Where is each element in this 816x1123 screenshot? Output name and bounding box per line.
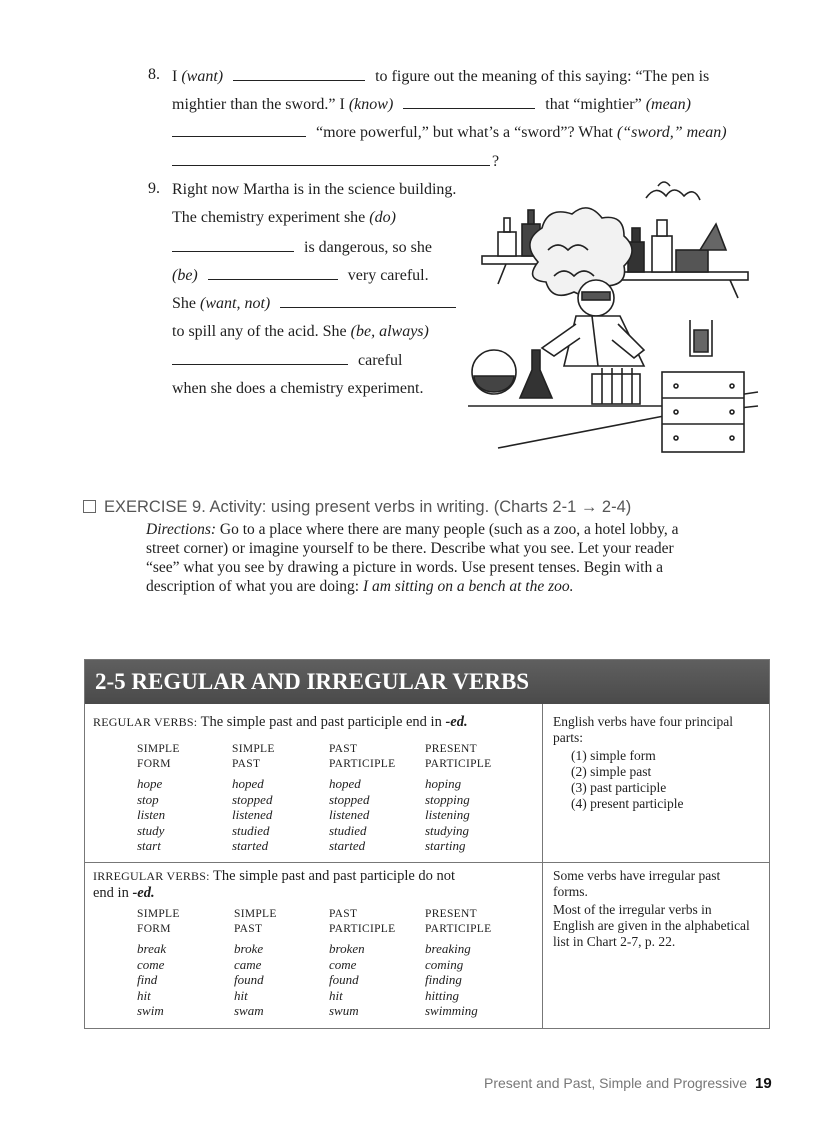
q8-line-3 (172, 122, 727, 143)
q8-text: I (172, 68, 178, 85)
principal-part: (2) simple past (571, 764, 652, 779)
regular-verbs-label (93, 714, 468, 731)
q9-line-5 (172, 293, 462, 314)
directions-text: Go to a place where there are many people (such as a zoo, a hotel lobby, a (219, 521, 679, 538)
q9-cue-do: (do) (369, 209, 396, 226)
exercise-checkbox[interactable] (83, 500, 96, 513)
chemistry-illustration (468, 180, 768, 465)
q8-line-2 (172, 94, 691, 115)
q8-question-mark: ? (492, 153, 500, 170)
directions-text: description of what you are doing: (146, 578, 360, 595)
q9-line-8: when she does a chemistry experiment. (172, 380, 424, 397)
regular-header-past-participle: PAST PARTICIPLE (329, 743, 396, 770)
page-footer (484, 1075, 772, 1092)
q8-cue-sword-mean: (“sword,” mean) (616, 124, 727, 141)
q9-line-4 (172, 265, 429, 286)
irregular-col-simple-past: broke came found hit swam (234, 941, 264, 1019)
directions-line-4 (146, 577, 756, 596)
q8-blank-2[interactable] (403, 94, 535, 109)
irregular-header-present-participle: PRESENT PARTICIPLE (425, 908, 492, 935)
irregular-text-2: end in (93, 885, 129, 901)
exercise-9-title: EXERCISE 9. Activity: using present verbs in writing. (Charts 2-1 → 2-4) (104, 498, 632, 516)
directions-line-1 (146, 520, 756, 539)
q9-blank-2[interactable] (208, 265, 338, 280)
q9-line-1: Right now Martha is in the science building. (172, 181, 457, 198)
chart-column-divider (542, 704, 543, 1028)
irregular-notes-p1: Some verbs have irregular past forms. (553, 868, 721, 899)
q9-line-7 (172, 350, 402, 371)
regular-header-present-participle: PRESENT PARTICIPLE (425, 743, 492, 770)
exercise-9-heading (83, 498, 631, 517)
q9-cue-be: (be) (172, 267, 198, 284)
q9-line-2 (172, 208, 396, 228)
regular-notes-intro: English verbs have four principal parts: (553, 714, 733, 745)
q8-line-4 (172, 151, 499, 172)
q8-text: mightier than the sword.” I (172, 96, 345, 113)
chart-row-divider (85, 862, 769, 863)
regular-col-present-participle: hoping stopping listening studying starting (425, 776, 470, 854)
q9-text: She (172, 295, 196, 312)
page-number: 19 (755, 1075, 772, 1092)
regular-ending: -ed. (445, 714, 468, 730)
irregular-col-present-participle: breaking coming finding hitting swimming (425, 941, 478, 1019)
principal-part: (3) past participle (571, 780, 667, 795)
regular-notes (553, 714, 753, 812)
irregular-label: IRREGULAR VERBS: (93, 869, 210, 883)
regular-text: The simple past and past participle end in (200, 714, 442, 730)
q9-line-3 (172, 237, 432, 258)
directions-example: I am sitting on a bench at the zoo. (362, 578, 574, 595)
q8-text: that “mightier” (545, 96, 642, 113)
principal-part: (1) simple form (571, 748, 656, 763)
q9-number: 9. (148, 180, 160, 197)
regular-col-simple-form: hope stop listen study start (137, 776, 166, 854)
q8-blank-1[interactable] (233, 66, 365, 81)
q8-number: 8. (148, 66, 160, 83)
regular-label: REGULAR VERBS: (93, 715, 198, 729)
q9-text: to spill any of the acid. She (172, 323, 347, 340)
exercise-9-directions (146, 520, 756, 596)
q9-blank-4[interactable] (172, 350, 348, 365)
directions-line-3: “see” what you see by drawing a picture in words. Use present tenses. Begin with a (146, 559, 663, 576)
q9-blank-1[interactable] (172, 237, 294, 252)
q8-cue-know: (know) (348, 96, 394, 113)
q8-blank-3[interactable] (172, 122, 306, 137)
q9-line-6 (172, 322, 429, 342)
q8-text: to figure out the meaning of this saying: “The pen is (375, 68, 710, 85)
irregular-col-simple-form: break come find hit swim (137, 941, 167, 1019)
q9-text: careful (358, 352, 403, 369)
q9-cue-be-always: (be, always) (350, 323, 429, 340)
regular-col-simple-past: hoped stopped listened studied started (232, 776, 273, 854)
irregular-header-simple-past: SIMPLE PAST (234, 908, 277, 935)
regular-header-simple-form: SIMPLE FORM (137, 743, 180, 770)
q9-text: The chemistry experiment she (172, 209, 366, 226)
footer-title: Present and Past, Simple and Progressive (484, 1075, 748, 1091)
chart-title: 2-5 REGULAR AND IRREGULAR VERBS (85, 660, 769, 704)
q8-cue-mean: (mean) (645, 96, 691, 113)
directions-label: Directions: (146, 521, 217, 538)
q9-blank-3[interactable] (280, 293, 456, 308)
regular-header-simple-past: SIMPLE PAST (232, 743, 275, 770)
chart-2-5 (84, 659, 770, 1029)
irregular-notes-p2: Most of the irregular verbs in English are given in the alphabetical list in Chart 2-7, p. 22. (553, 902, 750, 949)
principal-parts-list (553, 748, 753, 812)
irregular-text: The simple past and past participle do not (213, 868, 456, 884)
q8-text: “more powerful,” but what’s a “sword”? What (316, 124, 613, 141)
q8-line-1 (172, 66, 709, 87)
irregular-verbs-label (93, 868, 455, 902)
regular-col-past-participle: hoped stopped listened studied started (329, 776, 370, 854)
q9-cue-want-not: (want, not) (200, 295, 271, 312)
irregular-header-simple-form: SIMPLE FORM (137, 908, 180, 935)
irregular-header-past-participle: PAST PARTICIPLE (329, 908, 396, 935)
irregular-col-past-participle: broken come found hit swum (329, 941, 365, 1019)
irregular-notes (553, 868, 753, 950)
q8-blank-4[interactable] (172, 151, 490, 166)
principal-part: (4) present participle (571, 796, 684, 811)
directions-line-2: street corner) or imagine yourself to be there. Describe what you see. Let your reader (146, 540, 674, 557)
q9-text: is dangerous, so she (304, 239, 432, 256)
q9-text: very careful. (347, 267, 429, 284)
irregular-ending: -ed. (132, 885, 155, 901)
q8-cue-want: (want) (181, 68, 224, 85)
